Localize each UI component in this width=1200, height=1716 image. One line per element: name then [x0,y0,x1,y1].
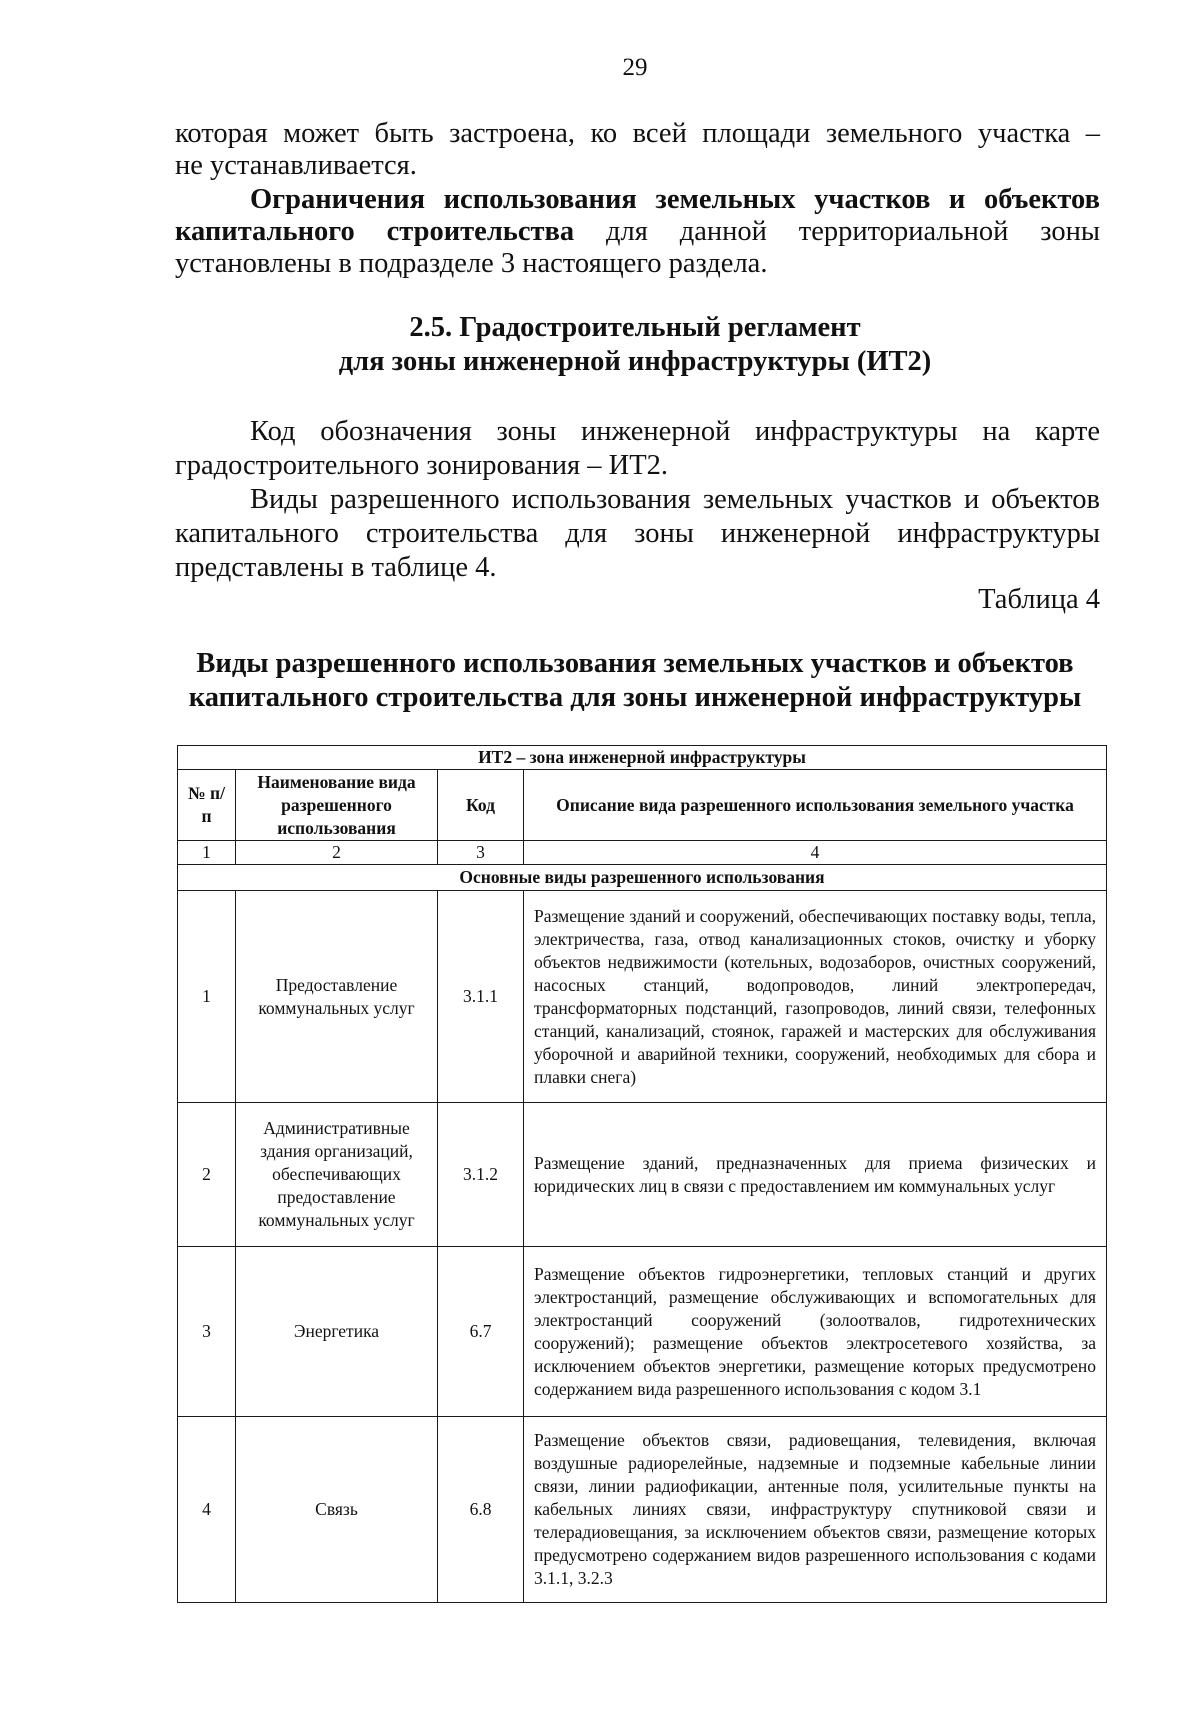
header-num: № п/п [178,770,236,841]
table-row [178,891,1107,1103]
land-use-table [177,745,1107,1603]
row-description: Размещение зданий и сооружений, обеспечивающих поставку воды, тепла, электричества, газа, отвод канализационных стоков, очистку и уборку объектов недвижимости (котельных, водозаборов, очистных сооружений, насосных станций, водопроводов, линий электропередач, трансформаторных подстанций, газопроводов, линий связи, телефонных станций, канализаций, стоянок, гаражей и мастерских для обслуживания уборочной и аварийной техники, сооружений, необходимых для сбора и плавки снега) [524,891,1107,1103]
row-code: 3.1.1 [438,891,524,1103]
page-number: 29 [622,54,648,81]
column-number: 2 [236,841,438,865]
column-number: 4 [524,841,1107,865]
row-name: Энергетика [236,1247,438,1417]
section-title-line-1: 2.5. Градостроительный регламент [409,312,861,343]
row-code: 6.8 [438,1417,524,1603]
table-title-line-1: Виды разрешенного использования земельных участков и объектов [196,648,1074,679]
row-number: 1 [178,891,236,1103]
table-label: Таблица 4 [978,584,1100,615]
restrictions-line-3: установлены в подразделе 3 настоящего раздела. [175,248,768,279]
row-code: 3.1.2 [438,1103,524,1247]
row-name: Связь [236,1417,438,1603]
row-number: 2 [178,1103,236,1247]
intro-line-2: не устанавливается. [175,150,417,181]
section-main-header: Основные виды разрешенного использования [178,865,1107,891]
row-number: 4 [178,1417,236,1603]
header-description: Описание вида разрешенного использования земельного участка [524,770,1107,841]
restrictions-bold-part: капитального строительства [175,216,575,247]
row-name: Предоставление коммунальных услуг [236,891,438,1103]
table-row [178,1417,1107,1603]
row-description: Размещение зданий, предназначенных для приема физических и юридических лиц в связи с предоставлением им коммунальных услуг [524,1103,1107,1247]
row-number: 3 [178,1247,236,1417]
types-paragraph-line-2: капитального строительства для зоны инженерной инфраструктуры [175,518,1100,549]
section-title-line-2: для зоны инженерной инфраструктуры (ИТ2) [338,346,932,377]
table-title-line-2: капитального строительства для зоны инженерной инфраструктуры [188,682,1082,713]
table-row [178,1103,1107,1247]
code-paragraph-line-1: Код обозначения зоны инженерной инфраструктуры на карте [250,416,1100,447]
restrictions-regular-part: для данной территориальной зоны [574,216,1100,247]
types-paragraph-line-3: представлены в таблице 4. [175,552,497,583]
restrictions-line-1: Ограничения использования земельных участков и объектов [250,184,1100,215]
row-name: Административные здания организаций, обеспечивающих предоставление коммунальных услуг [236,1103,438,1247]
column-number: 3 [438,841,524,865]
table-row [178,1247,1107,1417]
row-code: 6.7 [438,1247,524,1417]
row-description: Размещение объектов гидроэнергетики, тепловых станций и других электростанций, размещение обслуживающих и вспомогательных для электростанций сооружений (золоотвалов, гидротехнических сооружений); размещение объектов электросетевого хозяйства, за исключением объектов энергетики, размещение которых предусмотрено содержанием вида разрешенного использования с кодом 3.1 [524,1247,1107,1417]
code-paragraph-line-2: градостроительного зонирования – ИТ2. [175,450,668,481]
types-paragraph-line-1: Виды разрешенного использования земельных участков и объектов [250,484,1100,515]
intro-line-1: которая может быть застроена, ко всей площади земельного участка – [175,118,1100,149]
column-number: 1 [178,841,236,865]
restrictions-line-2 [175,216,1100,248]
header-name: Наименование вида разрешенного использования [236,770,438,841]
zone-header: ИТ2 – зона инженерной инфраструктуры [178,746,1107,770]
header-code: Код [438,770,524,841]
row-description: Размещение объектов связи, радиовещания, телевидения, включая воздушные радиорелейные, надземные и подземные кабельные линии связи, линии радиофикации, антенные поля, усилительные пункты на кабельных линиях связи, инфраструктуру спутниковой связи и телерадиовещания, за исключением объектов связи, размещение которых предусмотрено содержанием видов разрешенного использования с кодами 3.1.1, 3.2.3 [524,1417,1107,1603]
